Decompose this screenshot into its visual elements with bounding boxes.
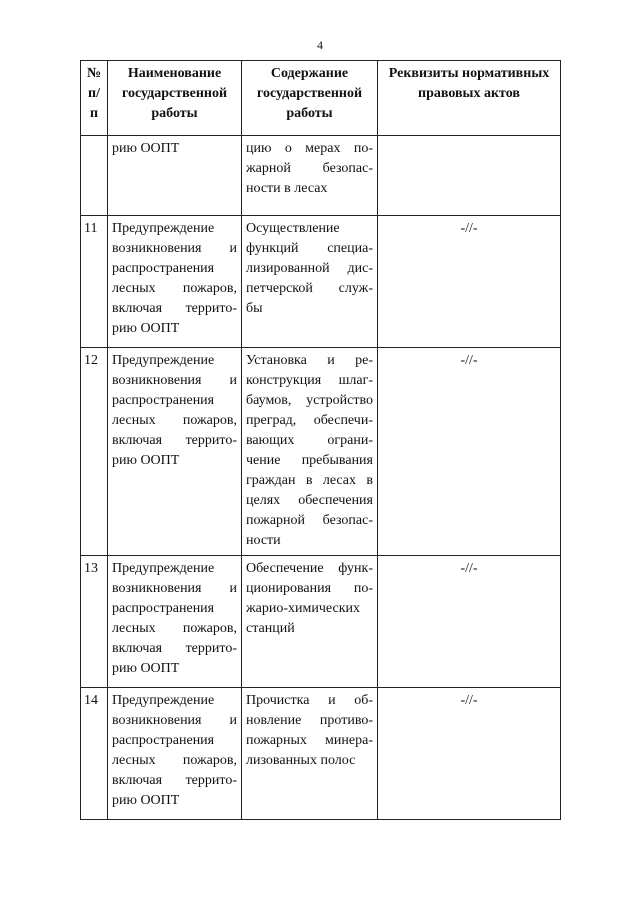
work-name-line: Предупреждение	[112, 693, 215, 708]
continuation-row	[81, 136, 561, 216]
work-content	[242, 556, 378, 688]
work-name-line: лесных пожаров,	[112, 753, 237, 768]
work-content-line: конструкция шлаг-	[246, 373, 373, 388]
work-name	[108, 348, 242, 556]
work-name-line: лесных пожаров,	[112, 413, 237, 428]
cont-name-line: рию ООПТ	[112, 141, 180, 156]
cont-name	[108, 136, 242, 216]
work-name-line: распространения	[112, 601, 215, 616]
work-content-line: новление противо-	[246, 713, 373, 728]
work-name-line: включая террито-	[112, 301, 237, 316]
work-name-line: распространения	[112, 393, 215, 408]
work-name	[108, 556, 242, 688]
work-name-line: распространения	[112, 733, 215, 748]
work-name-line: включая террито-	[112, 641, 237, 656]
page-number: 4	[317, 38, 323, 52]
row-number: 12	[81, 348, 108, 556]
works-table	[80, 60, 561, 820]
work-content-line: граждан в лесах в	[246, 473, 373, 488]
legal-refs: -//-	[378, 556, 561, 688]
legal-refs: -//-	[378, 688, 561, 820]
work-name-line: рию ООПТ	[112, 453, 180, 468]
legal-refs: -//-	[378, 216, 561, 348]
header-content: Содержание государственной работы	[242, 61, 378, 136]
work-content	[242, 348, 378, 556]
work-content-line: бы	[246, 301, 263, 316]
work-content-line: целях обеспечения	[246, 493, 373, 508]
work-name-line: включая террито-	[112, 433, 237, 448]
table-row	[81, 556, 561, 688]
cont-ref	[378, 136, 561, 216]
work-content-line: функций специа-	[246, 241, 373, 256]
work-content-line: станций	[246, 621, 295, 636]
work-name-line: возникновения и	[112, 373, 237, 388]
work-name-line: возникновения и	[112, 713, 237, 728]
work-content-line: петчерской служ-	[246, 281, 373, 296]
work-content-line: Обеспечение функ-	[246, 561, 373, 576]
work-name-line: рию ООПТ	[112, 793, 180, 808]
cont-content-line: жарной безопас-	[246, 161, 373, 176]
cont-content	[242, 136, 378, 216]
work-name-line: Предупреждение	[112, 561, 215, 576]
work-name-line: лесных пожаров,	[112, 621, 237, 636]
work-content-line: лизованных полос	[246, 753, 356, 768]
table-header-row	[81, 61, 561, 136]
work-name-line: рию ООПТ	[112, 321, 180, 336]
work-content-line: вающих ограни-	[246, 433, 373, 448]
work-content-line: лизированной дис-	[246, 261, 373, 276]
work-content-line: жарио-химических	[246, 601, 360, 616]
row-number: 14	[81, 688, 108, 820]
header-name: Наименование государственной работы	[108, 61, 242, 136]
work-content-line: ционирования по-	[246, 581, 373, 596]
work-name-line: лесных пожаров,	[112, 281, 237, 296]
cont-num	[81, 136, 108, 216]
work-content-line: Прочистка и об-	[246, 693, 373, 708]
work-name-line: распространения	[112, 261, 215, 276]
header-refs: Реквизиты нормативных правовых актов	[378, 61, 561, 136]
work-content	[242, 216, 378, 348]
work-name-line: включая террито-	[112, 773, 237, 788]
work-content-line: Осуществление	[246, 221, 340, 236]
cont-content-line: цию о мерах по-	[246, 141, 373, 156]
table-row	[81, 216, 561, 348]
row-number: 11	[81, 216, 108, 348]
legal-refs: -//-	[378, 348, 561, 556]
work-name	[108, 216, 242, 348]
work-content-line: баумов, устройство	[246, 393, 373, 408]
table-row	[81, 348, 561, 556]
work-name-line: Предупреждение	[112, 353, 215, 368]
work-content-line: пожарных минера-	[246, 733, 373, 748]
row-number: 13	[81, 556, 108, 688]
work-name-line: возникновения и	[112, 241, 237, 256]
work-name-line: возникновения и	[112, 581, 237, 596]
work-name-line: Предупреждение	[112, 221, 215, 236]
work-name-line: рию ООПТ	[112, 661, 180, 676]
work-name	[108, 688, 242, 820]
work-content-line: Установка и ре-	[246, 353, 373, 368]
work-content	[242, 688, 378, 820]
cont-content-line: ности в лесах	[246, 181, 328, 196]
work-content-line: преград, обеспечи-	[246, 413, 373, 428]
work-content-line: пожарной безопас-	[246, 513, 373, 528]
header-num: № п/п	[81, 61, 108, 136]
table-row	[81, 688, 561, 820]
work-content-line: ности	[246, 533, 281, 548]
work-content-line: чение пребывания	[246, 453, 373, 468]
